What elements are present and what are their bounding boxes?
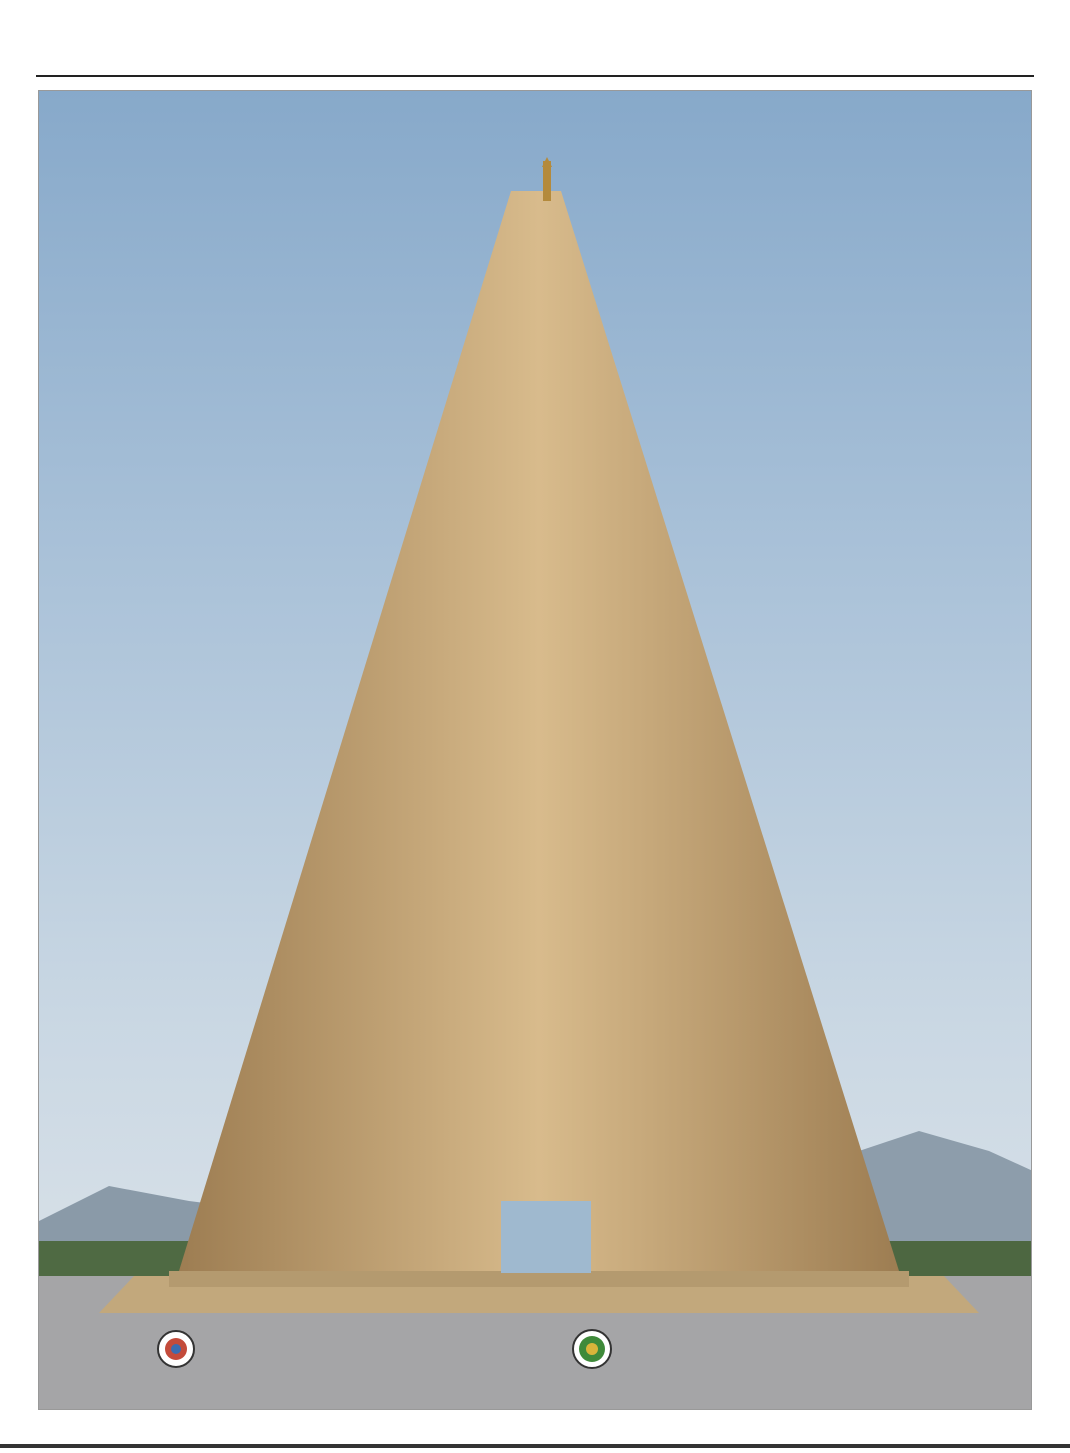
page-bottom-rule: [0, 1444, 1070, 1448]
newspaper-masthead: [0, 0, 1070, 80]
pagoda-entrance: [501, 1201, 591, 1273]
base-step: [169, 1271, 909, 1287]
full-page-ad: [38, 90, 1032, 1410]
org2-seal-icon: [573, 1330, 611, 1368]
masthead-rule: [36, 75, 1034, 77]
org1-seal-icon: [158, 1331, 194, 1367]
pagoda-illustration: [39, 91, 1032, 1410]
pagoda-body: [179, 191, 899, 1271]
